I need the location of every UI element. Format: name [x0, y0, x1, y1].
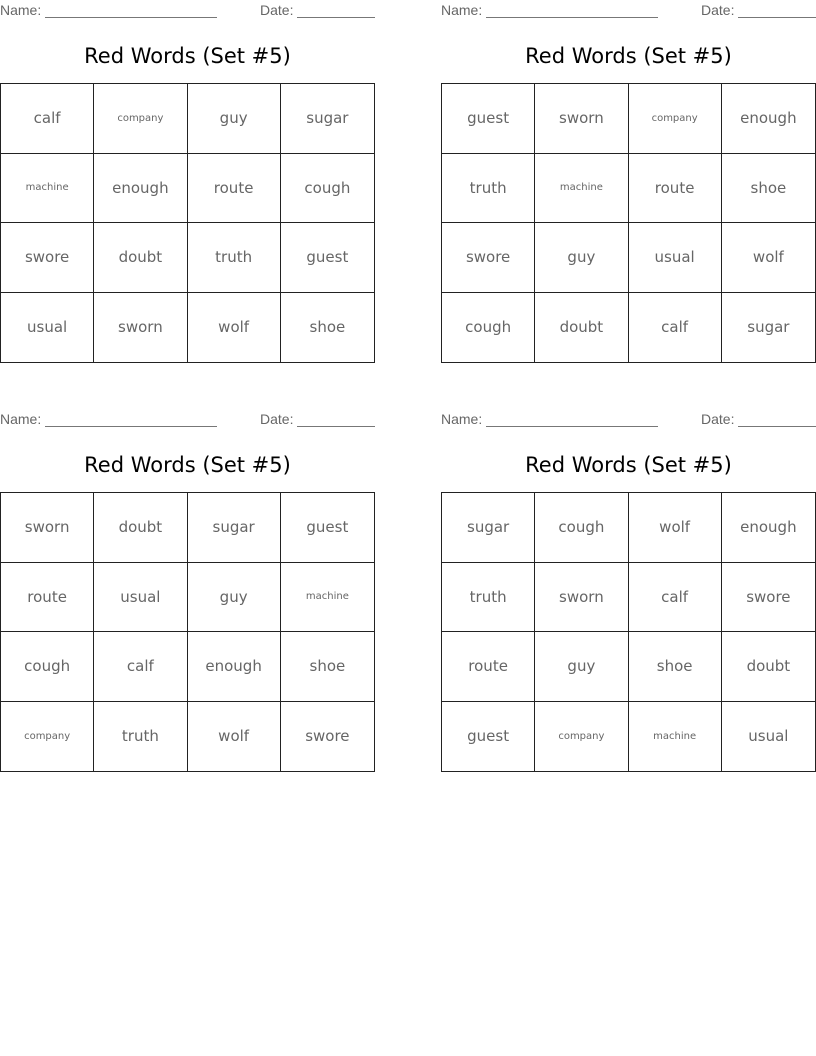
date-blank-line	[297, 426, 375, 427]
bingo-cell: guy	[188, 563, 281, 633]
name-label: Name:	[0, 2, 42, 18]
bingo-cell: route	[629, 154, 722, 224]
bingo-cell: machine	[281, 563, 374, 633]
bingo-cell: guest	[281, 493, 374, 563]
bingo-card	[441, 409, 816, 779]
bingo-card	[0, 409, 375, 779]
date-label: Date:	[701, 411, 735, 427]
bingo-cell: route	[188, 154, 281, 224]
card-title: Red Words (Set #5)	[525, 44, 732, 68]
bingo-cell: company	[629, 84, 722, 154]
bingo-cell: sworn	[535, 84, 628, 154]
card-title: Red Words (Set #5)	[84, 44, 291, 68]
name-blank-line	[486, 426, 658, 427]
bingo-cell: swore	[442, 223, 535, 293]
bingo-cell: swore	[305, 727, 350, 746]
bingo-grid	[0, 83, 375, 363]
bingo-cell: wolf	[722, 223, 815, 293]
bingo-cell: calf	[1, 84, 94, 154]
name-label: Name:	[441, 411, 483, 427]
bingo-cell: enough	[722, 493, 815, 563]
name-blank-line	[45, 17, 217, 18]
bingo-cell: cough	[535, 493, 628, 563]
bingo-cell: guy	[535, 632, 628, 702]
bingo-cell: truth	[94, 702, 187, 772]
bingo-cell: shoe	[629, 632, 722, 702]
date-blank-line	[738, 17, 816, 18]
bingo-cell: guy	[535, 223, 628, 293]
bingo-cell: guest	[442, 84, 535, 154]
bingo-cell: route	[1, 563, 94, 633]
bingo-cell: route	[442, 632, 535, 702]
card-title: Red Words (Set #5)	[84, 453, 291, 477]
bingo-cell: guy	[188, 84, 281, 154]
bingo-cell: shoe	[722, 154, 815, 224]
card-title: Red Words (Set #5)	[525, 453, 732, 477]
bingo-cell: wolf	[629, 493, 722, 563]
bingo-cell: machine	[1, 154, 94, 224]
bingo-cell: doubt	[535, 293, 628, 363]
bingo-cell: calf	[94, 632, 187, 702]
card-header	[441, 2, 816, 20]
bingo-cell: truth	[188, 223, 281, 293]
card-header	[0, 2, 375, 20]
bingo-cell: sugar	[442, 493, 535, 563]
bingo-cell: usual	[748, 727, 789, 746]
bingo-cell: shoe	[281, 632, 374, 702]
bingo-cell: truth	[442, 563, 535, 633]
date-label: Date:	[260, 2, 294, 18]
bingo-cell: doubt	[722, 632, 815, 702]
bingo-cell: sugar	[188, 493, 281, 563]
bingo-cell: company	[94, 84, 187, 154]
bingo-cell: company	[535, 702, 628, 772]
bingo-cell: cough	[281, 154, 374, 224]
bingo-grid	[441, 492, 816, 772]
bingo-cell: sugar	[747, 318, 790, 337]
bingo-cell: shoe	[309, 318, 346, 337]
date-blank-line	[738, 426, 816, 427]
name-label: Name:	[441, 2, 483, 18]
bingo-cell: enough	[94, 154, 187, 224]
date-blank-line	[297, 17, 375, 18]
bingo-cell: company	[1, 702, 94, 772]
bingo-cell: sworn	[535, 563, 628, 633]
bingo-cell: doubt	[94, 223, 187, 293]
bingo-cell: doubt	[94, 493, 187, 563]
bingo-cell: swore	[1, 223, 94, 293]
name-label: Name:	[0, 411, 42, 427]
bingo-cell: sugar	[281, 84, 374, 154]
bingo-cell: calf	[629, 563, 722, 633]
date-label: Date:	[260, 411, 294, 427]
bingo-cell: cough	[442, 293, 535, 363]
bingo-cell: calf	[629, 293, 722, 363]
bingo-grid	[0, 492, 375, 772]
card-header	[0, 411, 375, 429]
bingo-cell: sworn	[1, 493, 94, 563]
bingo-cell: guest	[281, 223, 374, 293]
bingo-cell: sworn	[94, 293, 187, 363]
bingo-cell: wolf	[188, 702, 281, 772]
bingo-cell: machine	[535, 154, 628, 224]
bingo-cell: swore	[722, 563, 815, 633]
date-label: Date:	[701, 2, 735, 18]
bingo-card	[0, 0, 375, 370]
name-blank-line	[45, 426, 217, 427]
bingo-cell: enough	[188, 632, 281, 702]
bingo-cell: guest	[442, 702, 535, 772]
bingo-cell: machine	[629, 702, 722, 772]
bingo-card	[441, 0, 816, 370]
name-blank-line	[486, 17, 658, 18]
bingo-cell: usual	[1, 293, 94, 363]
bingo-cell: usual	[629, 223, 722, 293]
bingo-cell: enough	[722, 84, 815, 154]
bingo-cell: cough	[1, 632, 94, 702]
bingo-cell: wolf	[188, 293, 281, 363]
bingo-cell: usual	[94, 563, 187, 633]
bingo-grid	[441, 83, 816, 363]
card-header	[441, 411, 816, 429]
bingo-cell: truth	[442, 154, 535, 224]
